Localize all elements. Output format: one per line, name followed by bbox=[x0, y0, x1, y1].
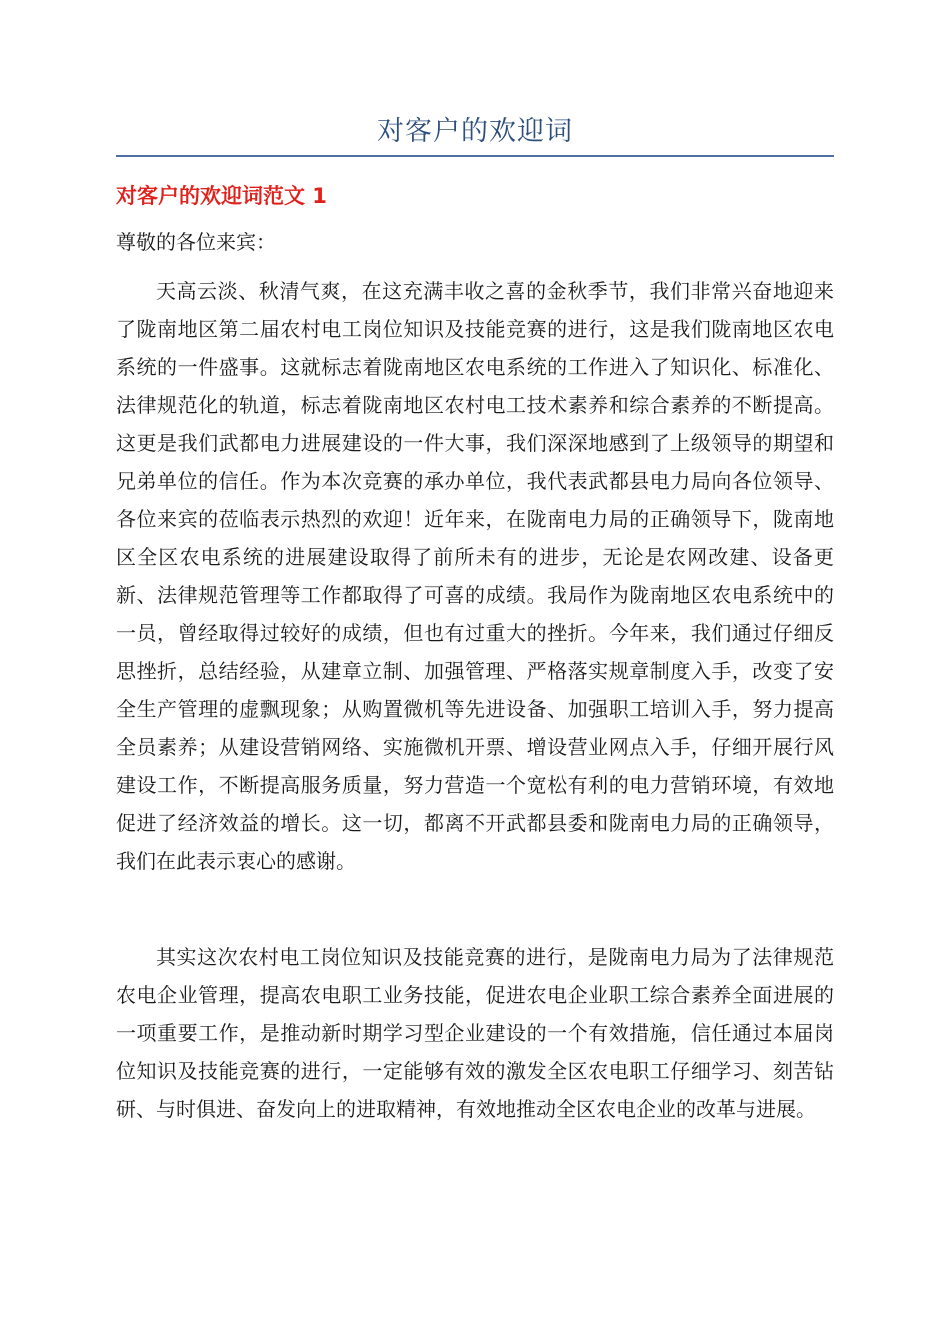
section-heading: 对客户的欢迎词范文 1 bbox=[116, 184, 327, 208]
salutation: 尊敬的各位来宾： bbox=[116, 230, 276, 254]
body-paragraph-2: 其实这次农村电工岗位知识及技能竞赛的进行，是陇南电力局为了法律规范农电企业管理，提高农电职工业务技能，促进农电企业职工综合素养全面进展的一项重要工作，是推动新时期学习型企业建设的一个有效措施，信任通过本届岗位知识及技能竞赛的进行，一定能够有效的激发全区农电职工仔细学习、刻苦钻研、与时俱进、奋发向上的进取精神，有效地推动全区农电企业的改革与进展。 bbox=[116, 945, 834, 1121]
body-paragraph-1: 天高云淡、秋清气爽，在这充满丰收之喜的金秋季节，我们非常兴奋地迎来了陇南地区第二届农村电工岗位知识及技能竞赛的进行，这是我们陇南地区农电系统的一件盛事。这就标志着陇南地区农电系统的工作进入了知识化、标准化、法律规范化的轨道，标志着陇南地区农村电工技术素养和综合素养的不断提高。这更是我们武都电力进展建设的一件大事，我们深深地感到了上级领导的期望和兄弟单位的信任。作为本次竞赛的承办单位，我代表武都县电力局向各位领导、各位来宾的莅临表示热烈的欢迎！近年来，在陇南电力局的正确领导下，陇南地区全区农电系统的进展建设取得了前所未有的进步，无论是农网改建、设备更新、法律规范管理等工作都取得了可喜的成绩。我局作为陇南地区农电系统中的一员，曾经取得过较好的成绩，但也有过重大的挫折。今年来，我们通过仔细反思挫折，总结经验，从建章立制、加强管理、严格落实规章制度入手，改变了安全生产管理的虚飘现象；从购置微机等先进设备、加强职工培训入手，努力提高全员素养；从建设营销网络、实施微机开票、增设营业网点入手，仔细开展行风建设工作，不断提高服务质量，努力营造一个宽松有利的电力营销环境，有效地促进了经济效益的增长。这一切，都离不开武都县委和陇南电力局的正确领导，我们在此表示衷心的感谢。 bbox=[116, 279, 834, 873]
title-underline-rule bbox=[116, 155, 834, 157]
document-title: 对客户的欢迎词 bbox=[377, 116, 573, 147]
